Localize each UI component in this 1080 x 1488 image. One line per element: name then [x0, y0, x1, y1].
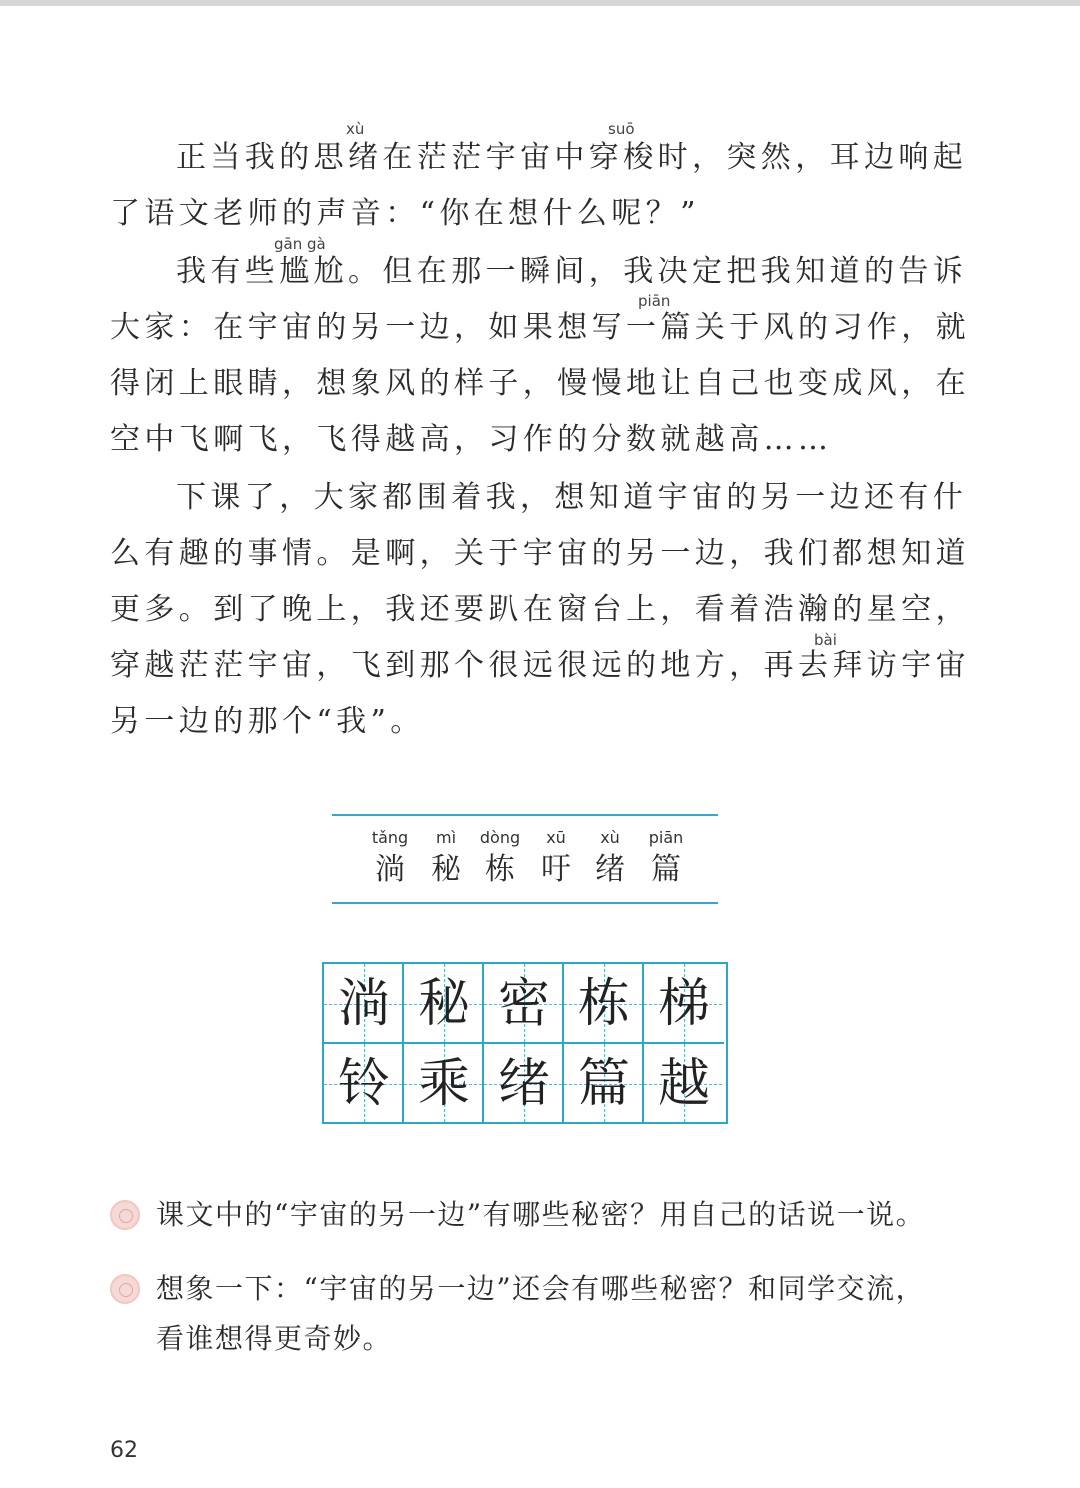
pinyin-xu: xù — [346, 120, 365, 138]
grid-char: 梯 — [657, 974, 710, 1034]
text-line: 下课了，大家都围着我，想知道宇宙的另一边还有什 — [176, 480, 968, 515]
text-line: 更多。到了晚上，我还要趴在窗台上，看着浩瀚的星空， — [110, 592, 970, 627]
grid-cell — [564, 1044, 644, 1124]
grid-cell — [324, 1044, 404, 1124]
vocab-pinyin: xū — [546, 828, 566, 847]
writing-grid — [322, 962, 728, 1124]
vocab-bottom-rule — [332, 902, 718, 904]
grid-cell — [644, 1044, 724, 1124]
grid-cell — [644, 964, 724, 1044]
vocab-char: 吁 — [541, 852, 571, 887]
text-line: 么有趣的事情。是啊，关于宇宙的另一边，我们都想知道 — [110, 536, 970, 571]
question-bullet-icon — [110, 1200, 140, 1230]
grid-char: 密 — [497, 974, 550, 1034]
text-line: 了语文老师的声音：“你在想什么呢？” — [110, 196, 700, 231]
vocab-char: 淌 — [375, 852, 405, 887]
vocab-pinyin: mì — [435, 828, 457, 847]
pinyin-ganga: gān gà — [274, 235, 326, 253]
vocab-item — [416, 828, 476, 892]
grid-cell — [564, 964, 644, 1044]
grid-cell — [484, 964, 564, 1044]
vocab-item — [580, 828, 640, 892]
text-line: 穿越茫茫宇宙，飞到那个很远很远的地方，再去拜访宇宙 — [110, 648, 970, 683]
vocab-item — [636, 828, 696, 892]
grid-cell — [404, 964, 484, 1044]
vocab-char: 篇 — [651, 852, 681, 887]
text-line: 空中飞啊飞，飞得越高，习作的分数就越高…… — [110, 422, 833, 457]
pinyin-suo: suō — [608, 120, 635, 138]
grid-char: 淌 — [337, 974, 390, 1034]
vocab-pinyin: xù — [600, 828, 620, 847]
vocab-char: 秘 — [431, 852, 461, 887]
pinyin-bai: bài — [814, 631, 837, 649]
vocab-item — [470, 828, 530, 892]
vocab-char: 栋 — [485, 852, 515, 887]
vocab-pinyin: tǎng — [371, 828, 409, 847]
grid-char: 铃 — [337, 1054, 390, 1114]
grid-cell — [324, 964, 404, 1044]
grid-char: 栋 — [577, 974, 630, 1034]
grid-cell — [484, 1044, 564, 1124]
grid-char: 绪 — [497, 1054, 550, 1114]
grid-cell — [404, 1044, 484, 1124]
vocab-pinyin: piān — [648, 828, 684, 847]
vocab-pinyin: dòng — [479, 828, 521, 847]
text-line: 大家：在宇宙的另一边，如果想写一篇关于风的习作，就 — [110, 310, 970, 345]
text-line: 另一边的那个“我”。 — [110, 704, 425, 739]
vocab-top-rule — [332, 814, 718, 816]
vocab-item — [526, 828, 586, 892]
question-1: 课文中的“宇宙的另一边”有哪些秘密？用自己的话说一说。 — [156, 1198, 926, 1231]
question-2: 想象一下：“宇宙的另一边”还会有哪些秘密？和同学交流，看谁想得更奇妙。 — [156, 1272, 926, 1355]
question-bullet-icon — [110, 1274, 140, 1304]
page-number: 62 — [110, 1438, 138, 1463]
pinyin-pian: piān — [638, 292, 671, 310]
text-line: 正当我的思绪在茫茫宇宙中穿梭时，突然，耳边响起 — [176, 140, 968, 175]
grid-char: 越 — [657, 1054, 710, 1114]
grid-char: 秘 — [417, 974, 470, 1034]
vocab-item — [360, 828, 420, 892]
grid-char: 乘 — [417, 1054, 470, 1114]
vocab-char: 绪 — [595, 852, 625, 887]
text-line: 得闭上眼睛，想象风的样子，慢慢地让自己也变成风，在 — [110, 366, 970, 401]
text-line: 我有些尴尬。但在那一瞬间，我决定把我知道的告诉 — [176, 254, 968, 289]
grid-char: 篇 — [577, 1054, 630, 1114]
